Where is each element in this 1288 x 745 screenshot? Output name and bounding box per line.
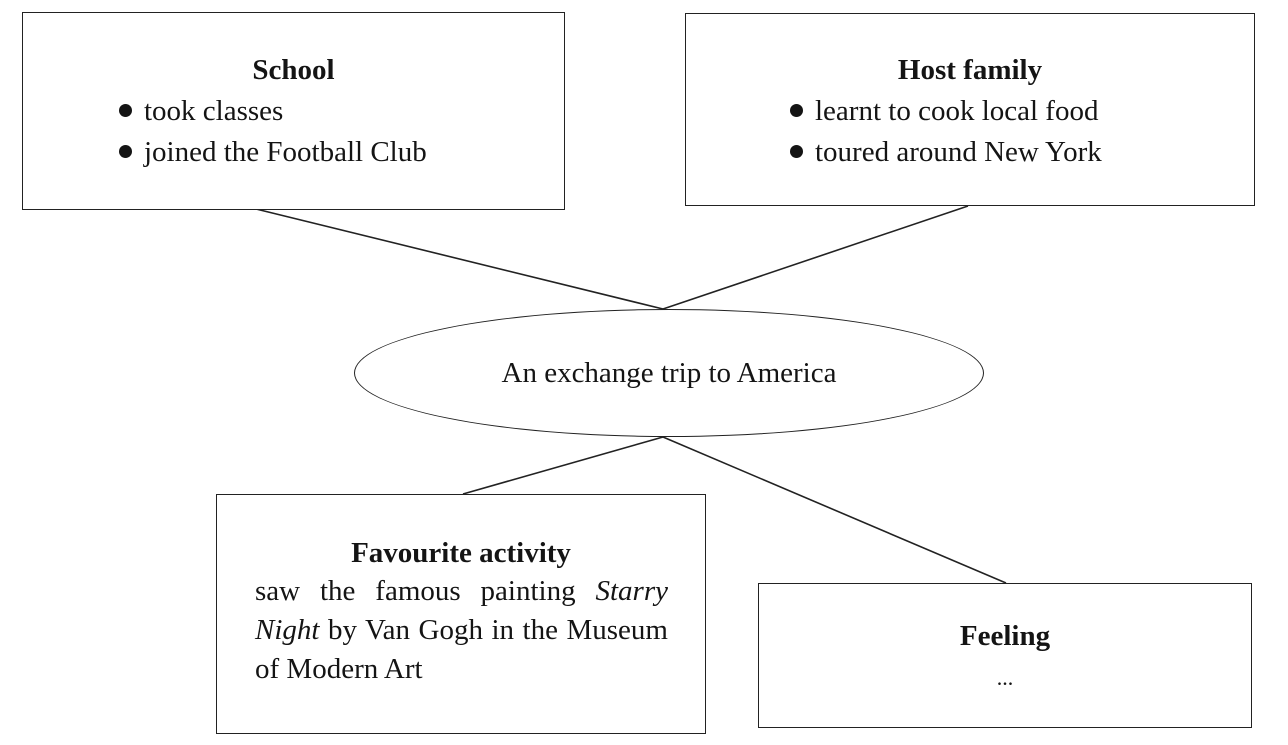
connector-center-to-feeling bbox=[663, 437, 1006, 583]
host-family-list-item: toured around New York bbox=[790, 132, 1254, 173]
favourite-activity-description: saw the famous painting Starry Night by Van Gogh in the Museum of Modern Art bbox=[255, 575, 668, 685]
favourite-activity-title: Favourite activity bbox=[351, 537, 571, 569]
painting-title: Starry Night bbox=[255, 575, 668, 646]
school-list-item: joined the Football Club bbox=[119, 132, 564, 173]
connector-school-to-center bbox=[256, 209, 663, 309]
center-topic-label: An exchange trip to America bbox=[501, 356, 837, 389]
host-family-list-item: learnt to cook local food bbox=[790, 91, 1254, 132]
school-list bbox=[119, 91, 564, 173]
feeling-box bbox=[758, 583, 1252, 728]
bullet-icon bbox=[790, 145, 803, 158]
host-family-list bbox=[790, 91, 1254, 173]
school-title: School bbox=[252, 54, 335, 86]
school-box bbox=[22, 12, 565, 210]
connector-host-family-to-center bbox=[663, 206, 968, 309]
host-family-title: Host family bbox=[897, 54, 1043, 86]
bullet-icon bbox=[119, 145, 132, 158]
connector-center-to-favourite-activity bbox=[463, 437, 663, 494]
favourite-activity-box bbox=[216, 494, 706, 734]
school-list-item: took classes bbox=[119, 91, 564, 132]
feeling-title: Feeling bbox=[959, 620, 1051, 652]
bullet-icon bbox=[790, 104, 803, 117]
host-family-box bbox=[685, 13, 1255, 206]
center-topic-ellipse bbox=[354, 309, 984, 437]
bullet-icon bbox=[119, 104, 132, 117]
feeling-text: ... bbox=[996, 665, 1014, 690]
